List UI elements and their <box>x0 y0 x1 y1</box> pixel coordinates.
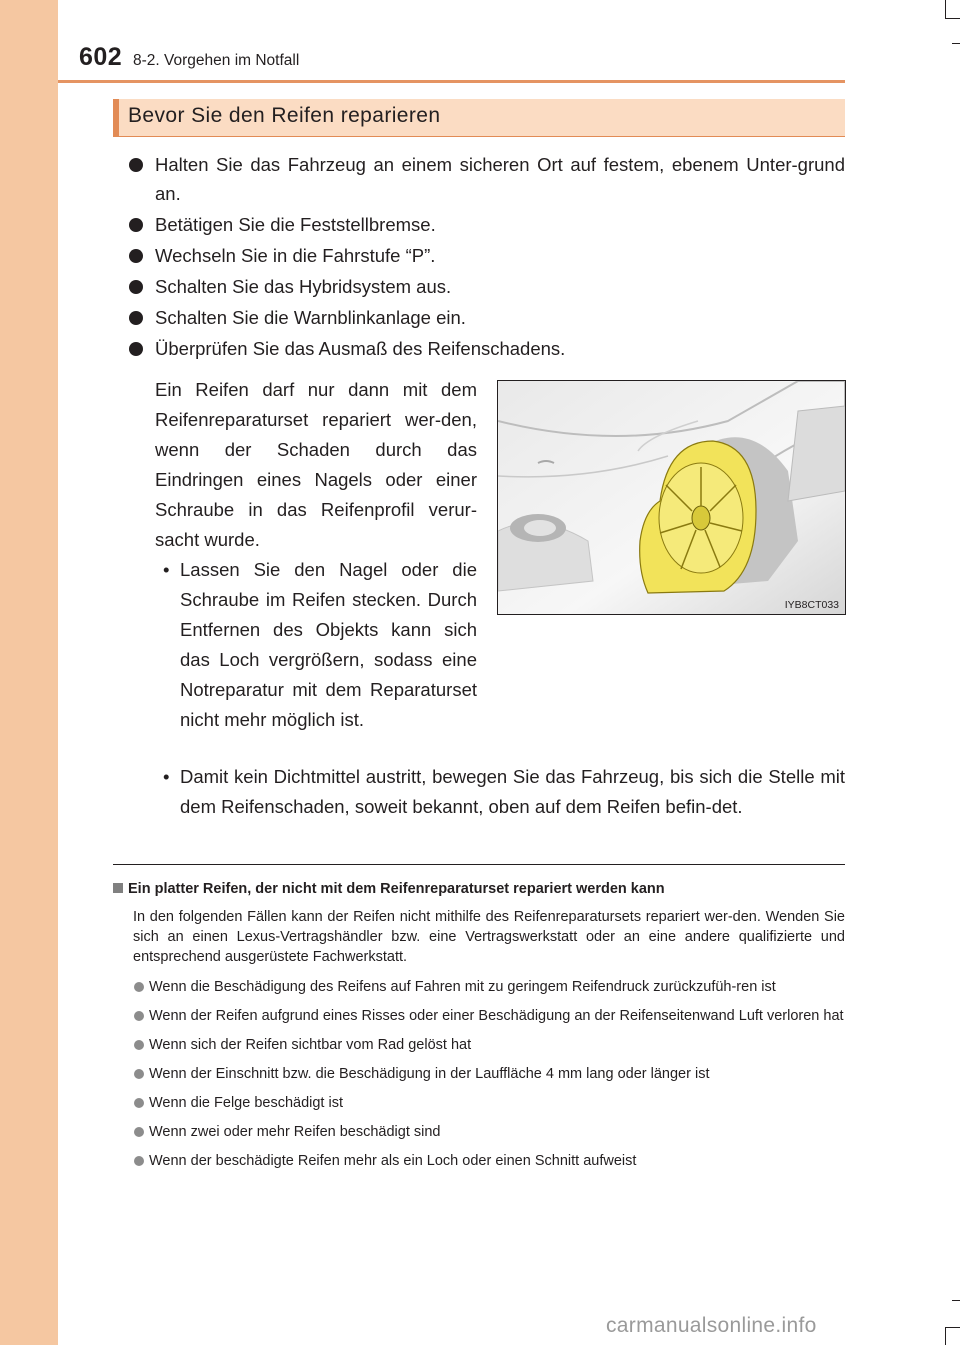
section-title-accent <box>113 99 119 136</box>
crop-mark <box>952 1300 960 1301</box>
crop-mark <box>945 0 946 18</box>
list-item: Halten Sie das Fahrzeug an einem sicheren Ort auf festem, ebenem Unter-grund an. <box>128 150 845 208</box>
sub-bullet-item: • Lassen Sie den Nagel oder die Schraube im Reifen stecken. Durch Entfernen des Objekts kann sich das Loch vergrößern, sodass eine Notreparatur mit dem Reparaturset nicht mehr möglich ist. <box>163 555 477 735</box>
bullet-icon <box>134 1156 144 1166</box>
sub-bullet-mark: • <box>163 559 170 580</box>
list-item: Wenn die Beschädigung des Reifens auf Fahren mit zu geringem Reifendruck zurückzufüh-ren ist <box>133 977 845 997</box>
note-list <box>133 977 845 1180</box>
list-item: Betätigen Sie die Feststellbremse. <box>128 210 845 239</box>
section-heading: 8-2. Vorgehen im Notfall <box>133 52 300 69</box>
note-heading: Ein platter Reifen, der nicht mit dem Reifenreparaturset repariert werden kann <box>113 881 845 897</box>
list-item: Wechseln Sie in die Fahrstufe “P”. <box>128 241 845 270</box>
bullet-icon <box>134 1127 144 1137</box>
bullet-icon <box>129 249 143 263</box>
crop-mark <box>945 1327 946 1345</box>
list-item: Schalten Sie das Hybridsystem aus. <box>128 272 845 301</box>
section-title-underline <box>113 136 845 137</box>
note-divider <box>113 864 845 865</box>
figure-code: IYB8CT033 <box>784 599 839 611</box>
bullet-icon <box>134 1069 144 1079</box>
list-item: Überprüfen Sie das Ausmaß des Reifenschadens. <box>128 334 845 363</box>
bullet-icon <box>129 218 143 232</box>
bullet-icon <box>134 1040 144 1050</box>
list-item: Wenn zwei oder mehr Reifen beschädigt sind <box>133 1122 845 1142</box>
watermark: carmanualsonline.info <box>606 1314 817 1337</box>
side-color-band <box>0 0 58 1345</box>
bullet-icon <box>134 1098 144 1108</box>
car-tire-image <box>498 381 845 614</box>
crop-mark <box>952 43 960 44</box>
list-item: Wenn der Reifen aufgrund eines Risses oder einer Beschädigung an der Reifenseitenwand Luft verloren hat <box>133 1006 845 1026</box>
list-item: Wenn der Einschnitt bzw. die Beschädigung in der Lauffläche 4 mm lang oder länger ist <box>133 1064 845 1084</box>
list-item: Wenn die Felge beschädigt ist <box>133 1093 845 1113</box>
bullet-icon <box>134 982 144 992</box>
bullet-icon <box>134 1011 144 1021</box>
sub-bullet-mark: • <box>163 766 170 787</box>
bullet-icon <box>129 280 143 294</box>
note-body: In den folgenden Fällen kann der Reifen nicht mithilfe des Reifenreparatursets repariert wer-den. Wenden Sie sich an einen Lexus-Vertragshändler bzw. eine Vertragswerkstatt oder an eine andere qualifizierte und entsprechend ausgerüstete Fachwerkstatt. <box>133 909 845 965</box>
square-icon <box>113 883 123 893</box>
crop-mark <box>945 18 960 19</box>
sub-bullet-item: • Damit kein Dichtmittel austritt, bewegen Sie das Fahrzeug, bis sich die Stelle mit dem Reifenschaden, soweit bekannt, oben auf dem Reifen befin-det. <box>163 762 845 822</box>
section-title: Bevor Sie den Reifen reparieren <box>128 104 441 127</box>
crop-mark <box>945 1327 960 1328</box>
list-item: Schalten Sie die Warnblinkanlage ein. <box>128 303 845 332</box>
list-item: Wenn der beschädigte Reifen mehr als ein Loch oder einen Schnitt aufweist <box>133 1151 845 1171</box>
bullet-icon <box>129 311 143 325</box>
list-item: Wenn sich der Reifen sichtbar vom Rad gelöst hat <box>133 1035 845 1055</box>
bullet-icon <box>129 158 143 172</box>
flat-tire-illustration <box>497 380 846 615</box>
bullet-icon <box>129 342 143 356</box>
page-number: 602 <box>79 43 123 71</box>
procedure-list <box>128 150 845 365</box>
damage-paragraph: Ein Reifen darf nur dann mit dem Reifenreparaturset repariert wer-den, wenn der Schaden durch das Eindringen eines Nagels oder einer Schraube in das Reifenprofil verur-sacht wurde. <box>155 379 477 550</box>
header-rule <box>58 80 845 83</box>
